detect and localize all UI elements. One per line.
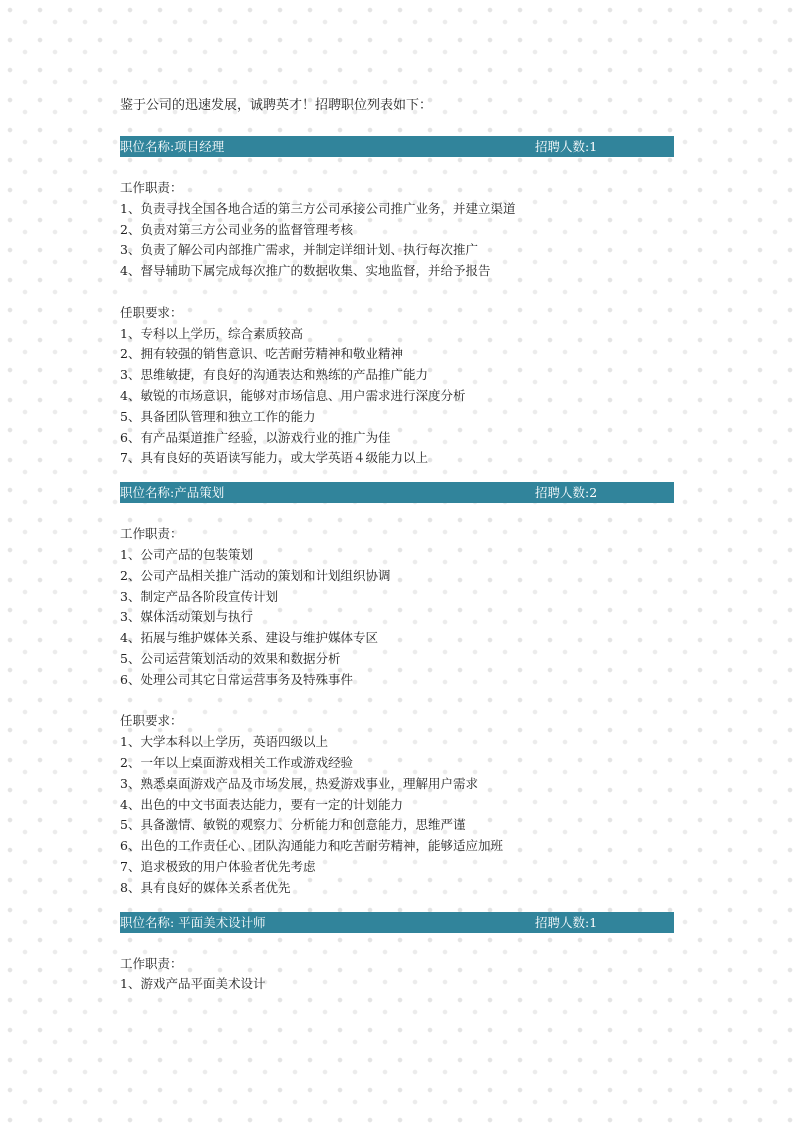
duty-item: 3、制定产品各阶段宣传计划 xyxy=(120,588,278,604)
requirement-item: 5、具备团队管理和独立工作的能力 xyxy=(120,408,316,424)
duties-heading: 工作职责： xyxy=(120,526,183,542)
job-title: 职位名称:产品策划 xyxy=(120,485,225,501)
requirement-item: 2、一年以上桌面游戏相关工作或游戏经验 xyxy=(120,754,353,770)
requirement-item: 1、专科以上学历，综合素质较高 xyxy=(120,325,303,341)
duty-item: 3、媒体活动策划与执行 xyxy=(120,609,253,625)
job-headcount: 招聘人数:1 xyxy=(535,914,598,930)
recruitment-document xyxy=(120,96,674,995)
requirement-item: 6、出色的工作责任心、团队沟通能力和吃苦耐劳精神，能够适应加班 xyxy=(120,838,503,854)
requirements-heading: 任职要求： xyxy=(120,713,183,729)
requirement-item: 2、拥有较强的销售意识、吃苦耐劳精神和敬业精神 xyxy=(120,346,403,362)
duty-item: 6、处理公司其它日常运营事务及特殊事件 xyxy=(120,671,353,687)
job-headcount: 招聘人数:2 xyxy=(535,485,598,501)
duty-item: 2、公司产品相关推广活动的策划和计划组织协调 xyxy=(120,567,391,583)
duty-item: 3、负责了解公司内部推广需求，并制定详细计划、执行每次推广 xyxy=(120,242,478,258)
duty-item: 4、督导辅助下属完成每次推广的数据收集、实地监督，并给予报告 xyxy=(120,263,491,279)
job-header-bar xyxy=(120,136,674,157)
job-header-bar xyxy=(120,482,674,503)
duties-heading: 工作职责： xyxy=(120,955,183,971)
intro-text: 鉴于公司的迅速发展，诚聘英才！招聘职位列表如下： xyxy=(120,98,433,113)
duty-item: 1、负责寻找全国各地合适的第三方公司承接公司推广业务，并建立渠道 xyxy=(120,200,516,216)
job-header-bar xyxy=(120,912,674,933)
duty-item: 2、负责对第三方公司业务的监督管理考核 xyxy=(120,221,353,237)
duty-item: 1、游戏产品平面美术设计 xyxy=(120,976,266,992)
job-title: 职位名称: 平面美术设计师 xyxy=(120,914,266,930)
job-section-project-manager xyxy=(120,136,674,482)
job-section-product-planner xyxy=(120,482,674,911)
requirement-item: 4、敏锐的市场意识，能够对市场信息、用户需求进行深度分析 xyxy=(120,387,466,403)
requirement-item: 5、具备激情、敏锐的观察力、分析能力和创意能力，思维严谨 xyxy=(120,817,466,833)
duty-item: 4、拓展与维护媒体关系、建设与维护媒体专区 xyxy=(120,630,378,646)
requirements-heading: 任职要求： xyxy=(120,304,183,320)
job-title: 职位名称:项目经理 xyxy=(120,139,225,154)
job-section-graphic-designer xyxy=(120,912,674,996)
requirement-item: 1、大学本科以上学历，英语四级以上 xyxy=(120,734,328,750)
job-headcount: 招聘人数:1 xyxy=(535,139,598,154)
requirement-item: 8、具有良好的媒体关系者优先 xyxy=(120,879,291,895)
requirement-item: 4、出色的中文书面表达能力，要有一定的计划能力 xyxy=(120,796,403,812)
requirement-item: 3、思维敏捷，有良好的沟通表达和熟练的产品推广能力 xyxy=(120,367,428,383)
requirement-item: 3、熟悉桌面游戏产品及市场发展，热爱游戏事业，理解用户需求 xyxy=(120,775,478,791)
requirement-item: 7、追求极致的用户体验者优先考虑 xyxy=(120,858,316,874)
requirement-item: 7、具有良好的英语读写能力，或大学英语４级能力以上 xyxy=(120,450,428,466)
duty-item: 5、公司运营策划活动的效果和数据分析 xyxy=(120,650,341,666)
duty-item: 1、公司产品的包装策划 xyxy=(120,546,253,562)
duties-heading: 工作职责： xyxy=(120,180,183,195)
requirement-item: 6、有产品渠道推广经验，以游戏行业的推广为佳 xyxy=(120,429,391,445)
